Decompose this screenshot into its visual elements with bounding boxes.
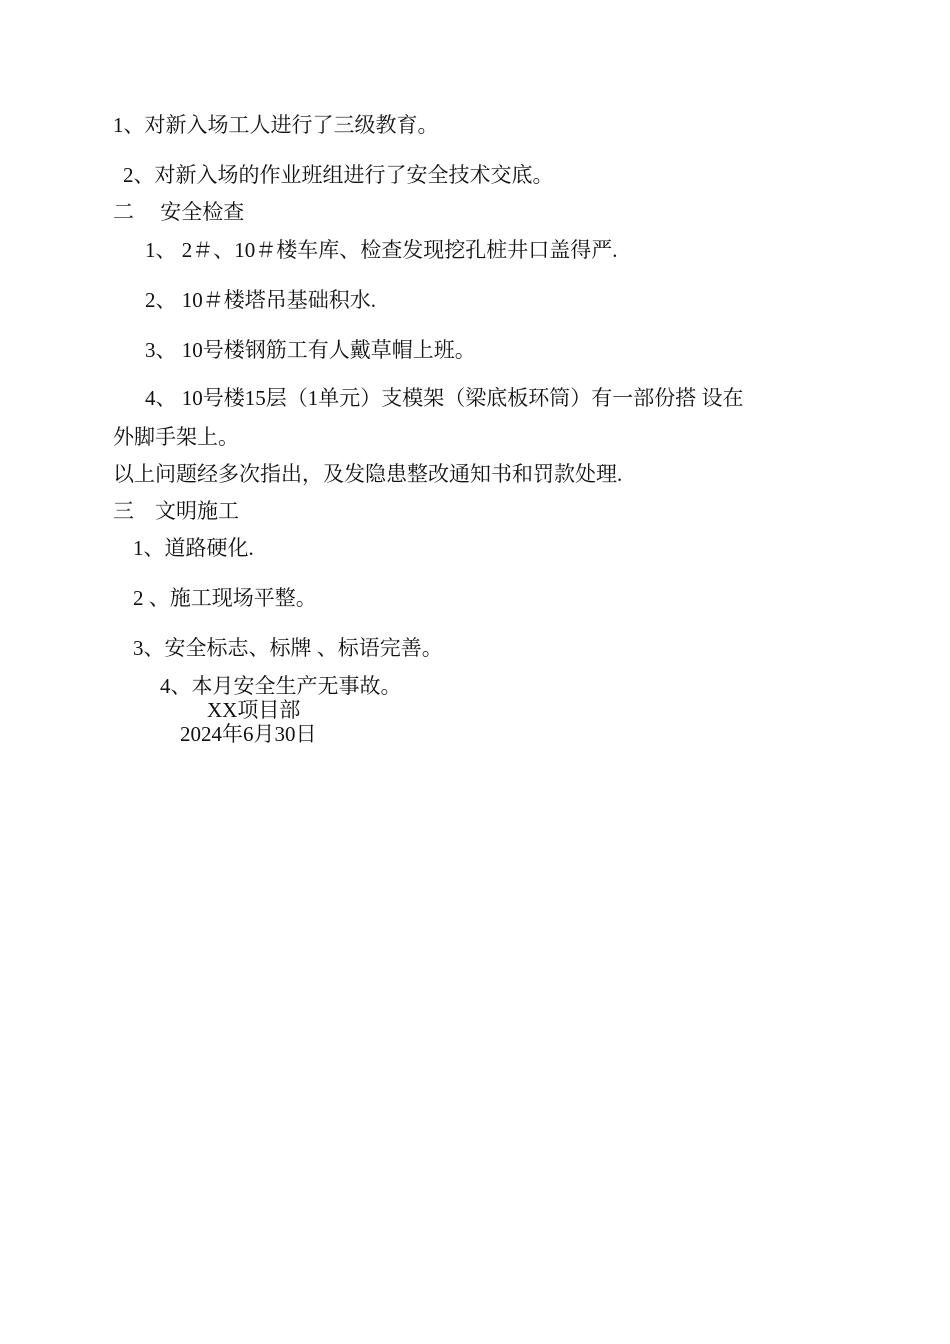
inspection-item-2: 2、 10＃楼塔吊基础积水. (145, 288, 376, 312)
signature-department: XX项目部 (207, 698, 301, 722)
construction-item-1: 1、道路硬化. (133, 536, 254, 560)
construction-item-3: 3、安全标志、标牌 、标语完善。 (133, 636, 443, 660)
inspection-summary: 以上问题经多次指出，及发隐患整改通知书和罚款处理. (113, 462, 623, 486)
inspection-item-4-continued: 外脚手架上。 (113, 425, 239, 449)
signature-date: 2024年6月30日 (180, 722, 317, 746)
section-heading-civilized-construction: 三 文明施工 (113, 499, 239, 523)
section-heading-safety-inspection: 二 安全检查 (113, 200, 245, 224)
construction-item-2: 2 、施工现场平整。 (133, 586, 317, 610)
item-safety-briefing: 2、对新入场的作业班组进行了安全技术交底。 (123, 163, 554, 187)
inspection-item-4: 4、 10号楼15层（1单元）支模架（梁底板环筒）有一部份搭 设在 (145, 386, 744, 410)
item-training: 1、对新入场工人进行了三级教育。 (113, 113, 439, 137)
construction-item-4: 4、本月安全生产无事故。 (160, 674, 402, 698)
inspection-item-3: 3、 10号楼钢筋工有人戴草帽上班。 (145, 338, 476, 362)
inspection-item-1: 1、 2＃、10＃楼车库、检查发现挖孔桩井口盖得严. (145, 238, 618, 262)
